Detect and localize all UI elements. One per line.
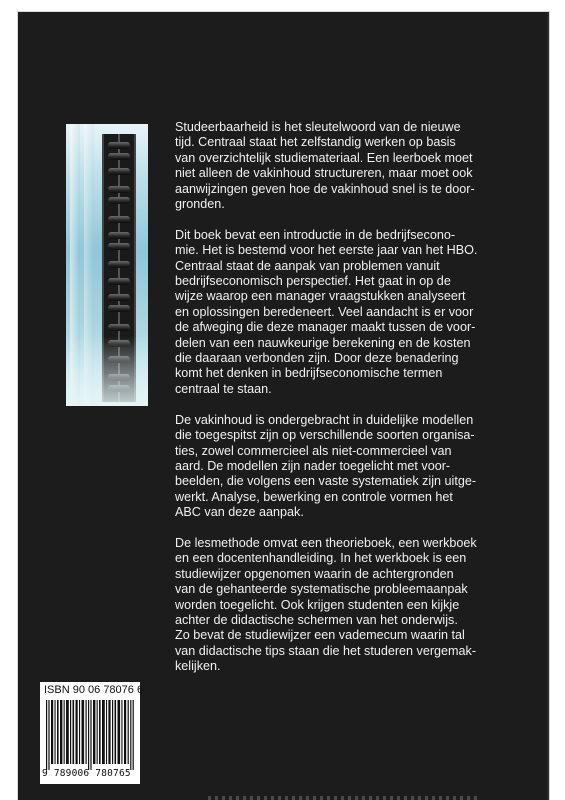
abacus-bead xyxy=(108,243,130,250)
abacus-bead xyxy=(108,294,130,301)
blurb-paragraph-4: De lesmethode omvat een theorieboek, een werkboek en een docentenhandleiding. In het werkboek is een studiewijzer opgenomen waarin de achtergronden van de gehanteerde systematische probleemaanpak worden toegelicht. Ook krijgen studenten een kijkje achter de didactische schermen van het onderwijs. Zo bevat de studiewijzer een vademecum waarin tal van didactische tips staan die het studeren vergemak- kelijken. xyxy=(175,535,477,674)
blurb-text xyxy=(175,120,515,690)
abacus-bead xyxy=(108,324,130,331)
abacus-bead xyxy=(108,216,130,223)
blurb-paragraph-3: De vakinhoud is ondergebracht in duidelijke modellen die toegespitst zijn op verschillende soorten organisa- ties, zowel commercieel als niet-commercieel van aard. De modellen zijn nader toegelicht met voor- beelden, die volgens een vaste systematiek zijn uitge- werkt. Analyse, bewerking en controle vormen het ABC van deze aanpak. xyxy=(175,412,477,520)
abacus-bead xyxy=(108,305,130,312)
blurb-paragraph-1: Studeerbaarheid is het sleutelwoord van de nieuwe tijd. Centraal staat het zelfstandig werken op basis van overzichtelijk studiemateriaal. Een leerboek moet niet alleen de vakinhoud structureren, maar moet ook aanwijzingen geven hoe de vakinhoud snel is te door- gronden. xyxy=(175,120,475,212)
abacus-bead xyxy=(108,142,130,149)
ean-digits: 9 789006 780765 xyxy=(42,768,131,779)
abacus-bead xyxy=(108,197,130,204)
photo-fade xyxy=(66,336,148,406)
abacus-photo xyxy=(66,124,148,406)
blurb-paragraph-2: Dit boek bevat een introductie in de bedrijfsecono- mie. Het is bestemd voor het eerste jaar van het HBO. Centraal staat de aanpak van problemen vanuit bedrijfseconomisch perspectief. Het gaat in op de wijze waarop een manager vraagstukken analyseert en oplossingen beredeneert. Veel aandacht is er voor de afweging die deze manager maakt tussen de voor- delen van een nauwkeurige berekening en de kosten die daaraan verbonden zijn. Door deze benadering komt het denken in bedrijfseconomische termen centraal te staan. xyxy=(175,227,478,396)
abacus-bead xyxy=(108,278,130,285)
back-cover xyxy=(18,12,549,800)
cover-edge xyxy=(547,12,549,800)
abacus-bead xyxy=(108,186,130,193)
abacus-bead xyxy=(108,168,130,175)
barcode-label xyxy=(40,682,144,784)
barcode-icon xyxy=(46,700,134,770)
isbn-number: ISBN 90 06 78076 6 xyxy=(44,684,144,696)
abacus-bead xyxy=(108,232,130,239)
abacus-bead xyxy=(108,153,130,160)
bottom-edge-marks xyxy=(208,796,479,800)
abacus-bead xyxy=(108,261,130,268)
